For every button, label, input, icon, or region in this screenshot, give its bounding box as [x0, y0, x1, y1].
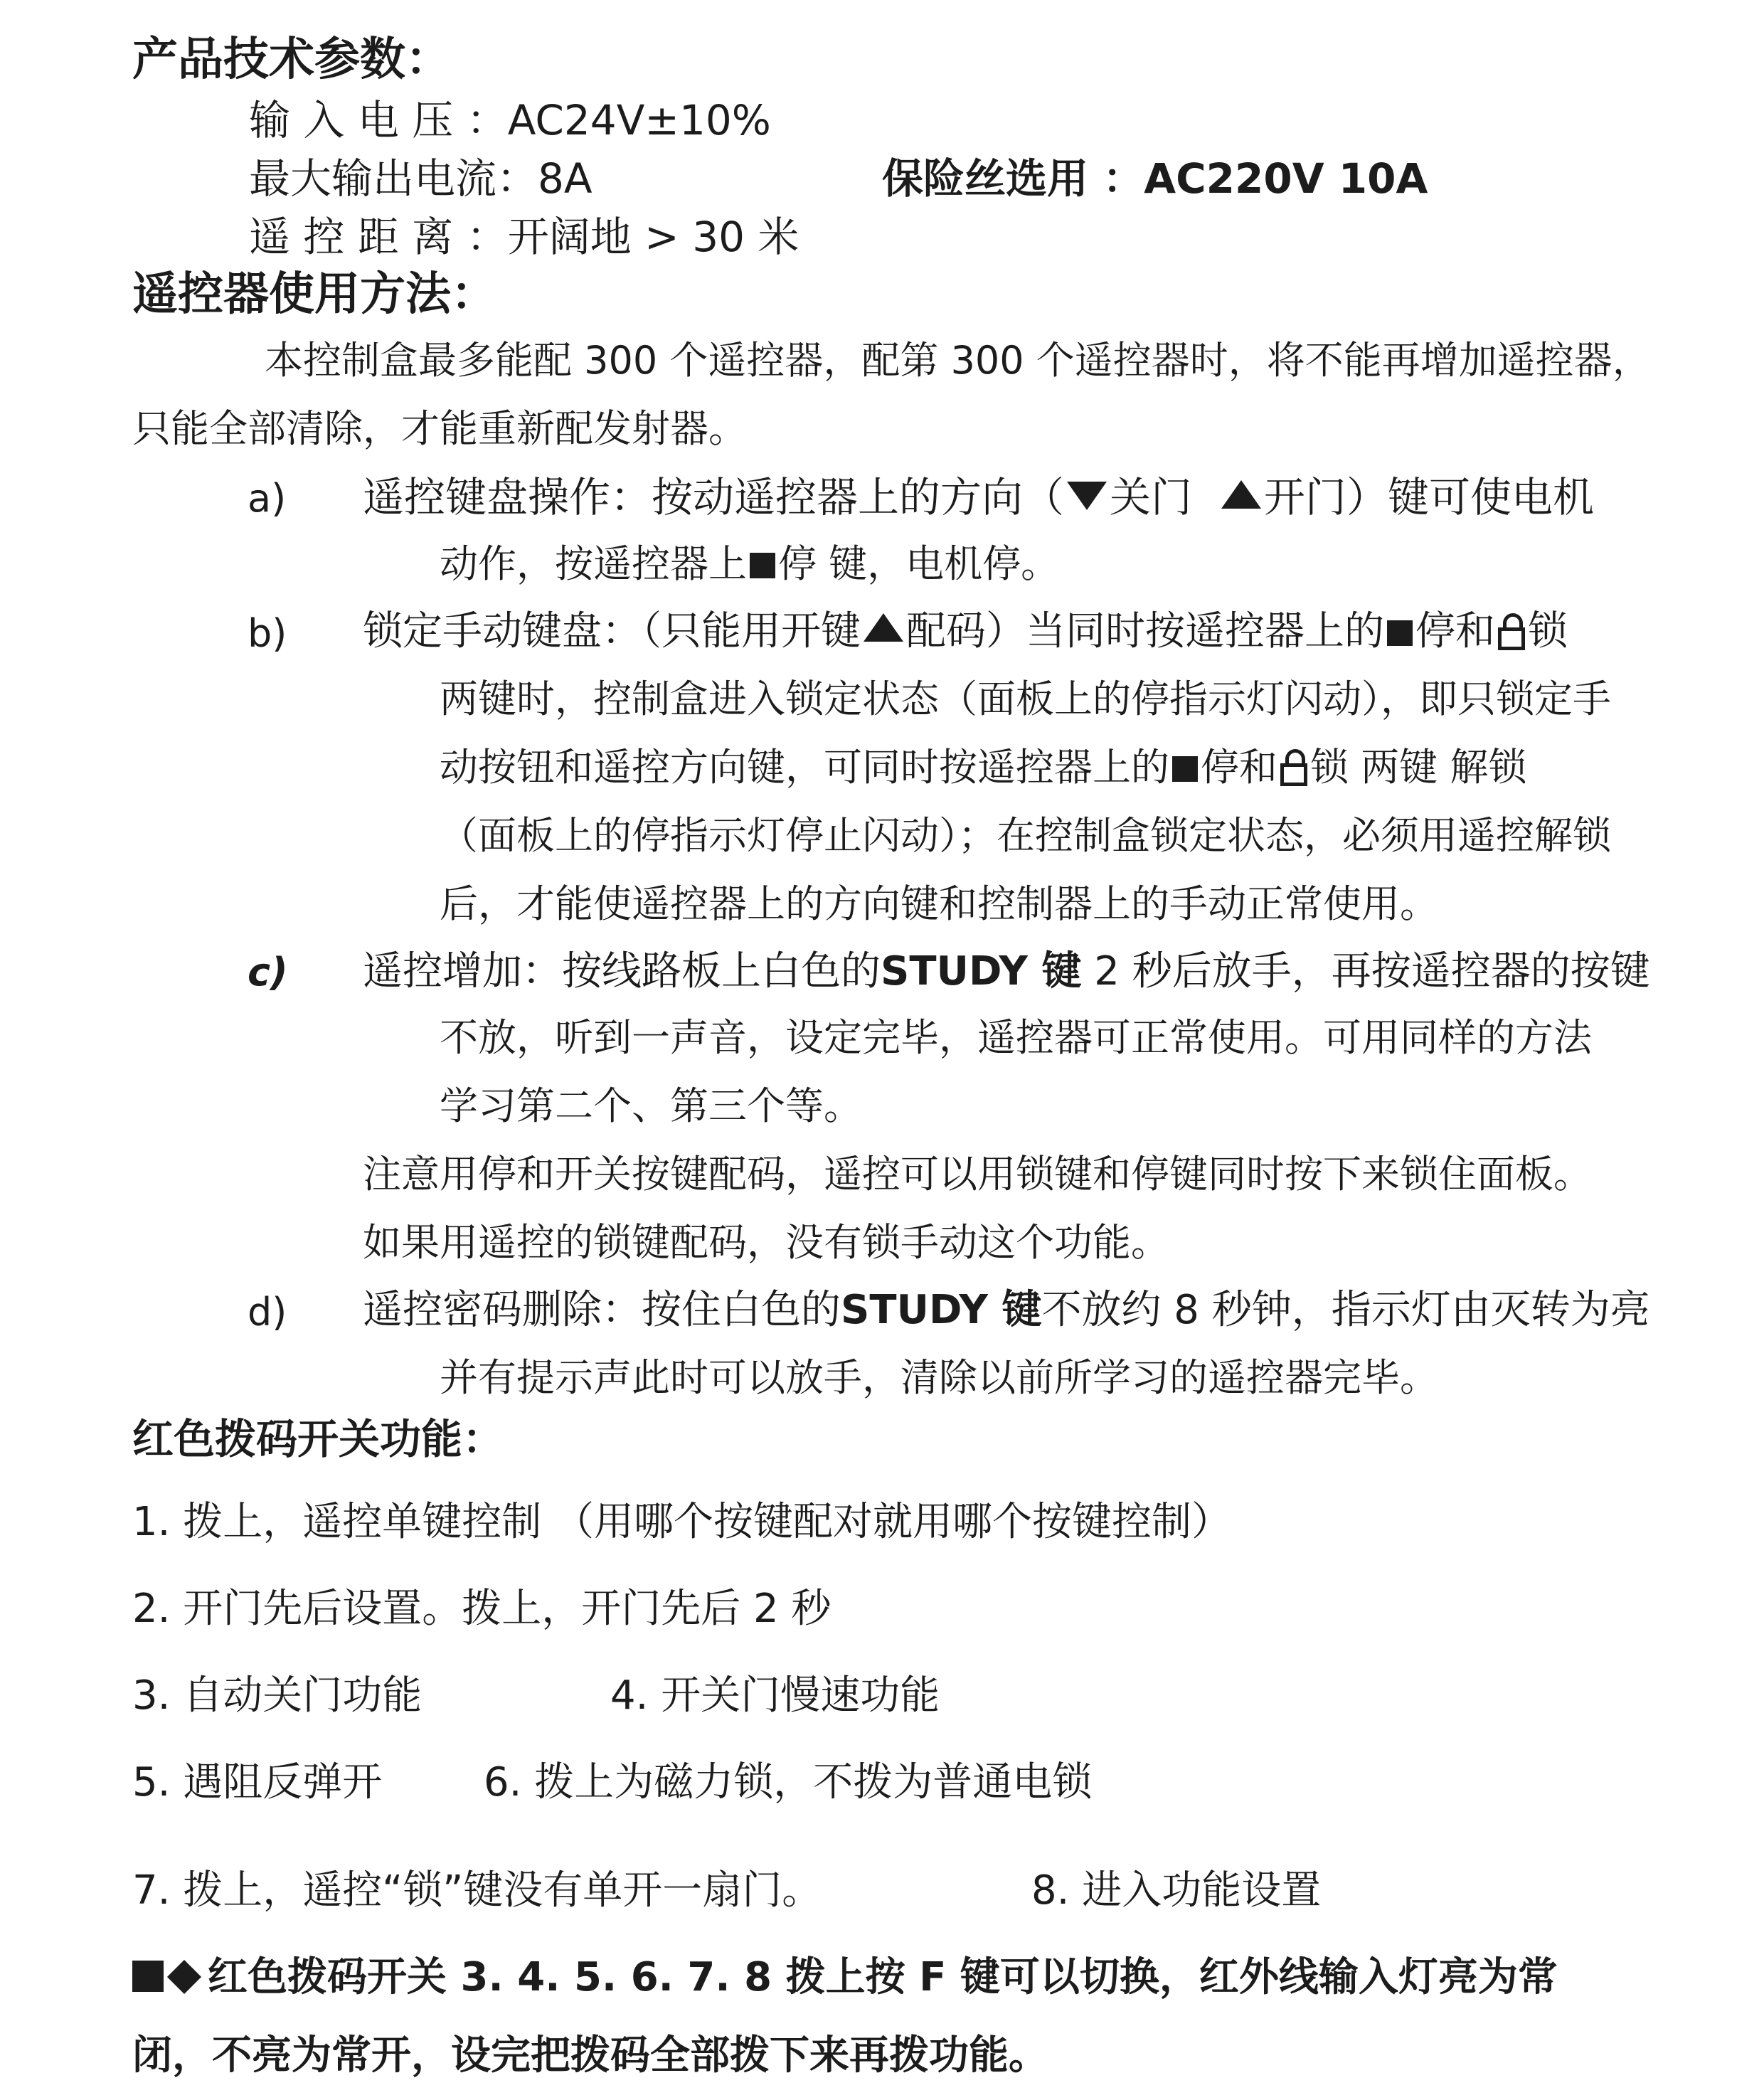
dip-footer-line-1: 红色拨码开关 3. 4. 5. 6. 7. 8 拨上按 F 键可以切换，红外线输入灯亮为常 [132, 1958, 1558, 1998]
stop-square-icon [1387, 620, 1413, 646]
dip-item-1: 1. 拨上，遥控单键控制 （用哪个按键配对就用哪个按键控制） [132, 1499, 1232, 1545]
item-c-marker: c) [248, 950, 288, 995]
item-d-line-2: 并有提示声此时可以放手，清除以前所学习的遥控器完毕。 [440, 1355, 1438, 1400]
close-arrow-icon [1067, 482, 1107, 510]
study-key-label: STUDY 键 [841, 1287, 1042, 1333]
dip-item-2: 2. 开门先后设置。拨上，开门先后 2 秒 [132, 1586, 831, 1632]
item-c-line-3: 学习第二个、第三个等。 [440, 1083, 862, 1128]
item-a-line-1: 遥控键盘操作：按动遥控器上的方向（ 关门 开门）键可使电机 [363, 473, 1594, 521]
item-b-line-4: （面板上的停指示灯停止闪动）；在控制盒锁定状态，必须用遥控解锁 [440, 813, 1611, 858]
note-line-1: 注意用停和开关按键配码，遥控可以用锁键和停键同时按下来锁住面板。 [363, 1152, 1592, 1197]
stop-square-icon [750, 553, 775, 578]
item-a-marker: a) [248, 476, 287, 521]
item-c-line-1: 遥控增加：按线路板上白色的STUDY 键 2 秒后放手，再按遥控器的按键 [363, 948, 1650, 995]
spec-voltage [249, 96, 771, 144]
open-arrow-icon [864, 613, 903, 642]
spec-distance: 遥 控 距 离 ：开阔地 > 30 米 [249, 213, 799, 261]
usage-intro-line-1: 本控制盒最多能配 300 个遥控器，配第 300 个遥控器时，将不能再增加遥控器， [265, 338, 1651, 383]
dip-title: 红色拨码开关功能： [132, 1415, 504, 1463]
usage-intro-line-2: 只能全部清除，才能重新配发射器。 [132, 406, 747, 451]
stop-square-icon [1172, 756, 1198, 782]
item-c-heading: 遥控增加： [363, 948, 562, 995]
note-line-2: 如果用遥控的锁键配码，没有锁手动这个功能。 [363, 1220, 1169, 1265]
open-arrow-icon [1221, 480, 1261, 509]
study-key-label: STUDY 键 [881, 948, 1082, 995]
spec-voltage-label: 输 入 电 压 ： [249, 96, 508, 144]
usage-title: 遥控器使用方法： [132, 268, 496, 321]
item-b-line-3: 动按钮和遥控方向键，可同时按遥控器上的 停和 锁 两键 解锁 [440, 745, 1527, 790]
dip-item-4: 4. 开关门慢速功能 [610, 1672, 940, 1719]
item-b-line-5: 后，才能使遥控器上的方向键和控制器上的手动正常使用。 [440, 881, 1438, 926]
dip-item-8: 8. 进入功能设置 [1031, 1867, 1322, 1914]
item-d-line-1: 遥控密码删除：按住白色的STUDY 键不放约 8 秒钟，指示灯由灭转为亮 [363, 1287, 1650, 1333]
black-square-icon [132, 1961, 164, 1992]
item-c-line-2: 不放，听到一声音，设定完毕，遥控器可正常使用。可用同样的方法 [440, 1015, 1592, 1060]
dip-item-5: 5. 遇阻反弹开 [132, 1759, 383, 1805]
item-b-marker: b) [248, 611, 287, 656]
dip-item-6: 6. 拨上为磁力锁，不拨为普通电锁 [484, 1759, 1093, 1805]
item-d-marker: d) [248, 1290, 287, 1335]
dip-item-7: 7. 拨上，遥控“锁”键没有单开一扇门。 [132, 1867, 822, 1914]
dip-item-3: 3. 自动关门功能 [132, 1672, 423, 1719]
specs-title: 产品技术参数： [132, 33, 451, 86]
item-b-heading: 锁定手动键盘： [363, 608, 642, 654]
lock-icon [1280, 749, 1307, 783]
spec-fuse: 保险丝选用 ：AC220V 10A [882, 154, 1428, 203]
item-a-heading: 遥控键盘操作： [363, 473, 652, 521]
item-b-line-2: 两键时，控制盒进入锁定状态（面板上的停指示灯闪动），即只锁定手 [440, 677, 1611, 721]
spec-voltage-value: AC24V±10% [507, 96, 771, 144]
spec-current: 最大输出电流：8A [249, 154, 593, 203]
lock-icon [1498, 613, 1525, 647]
item-a-line-2: 动作，按遥控器上 停 键，电机停。 [440, 541, 1060, 586]
dip-footer-line-2: 闭，不亮为常开，设完把拨码全部拨下来再拨功能。 [132, 2032, 1048, 2079]
diamond-icon [167, 1960, 201, 1994]
item-d-heading: 遥控密码删除： [363, 1287, 642, 1333]
item-b-line-1: 锁定手动键盘：（只能用开键 配码）当同时按遥控器上的 停和 锁 [363, 608, 1568, 654]
